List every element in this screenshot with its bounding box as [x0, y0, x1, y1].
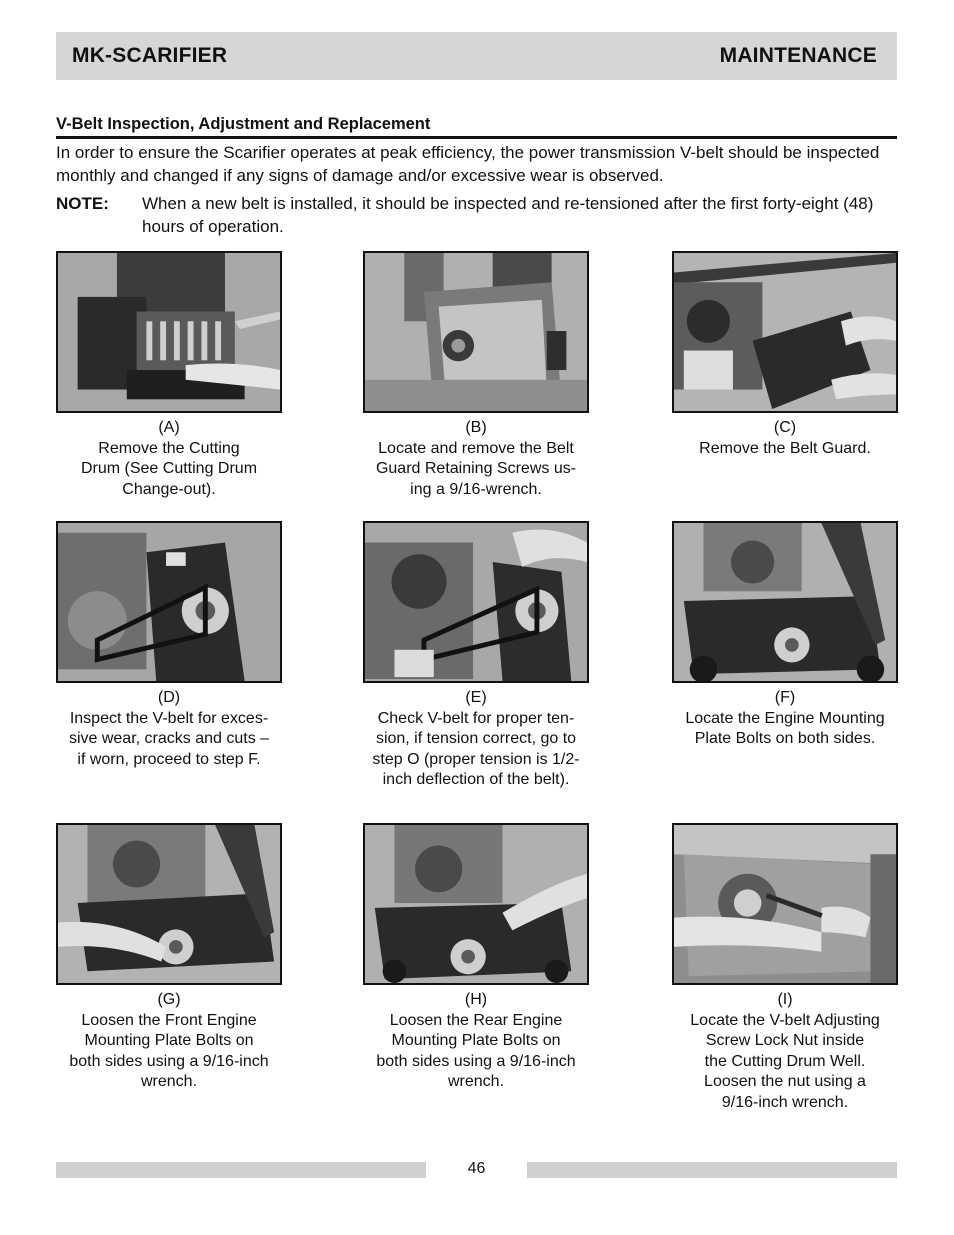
step-e: [363, 521, 589, 791]
step-caption-i: [672, 990, 898, 1113]
caption-line: both sides using a 9/16-inch: [376, 1052, 576, 1070]
step-caption-c: [672, 418, 898, 459]
step-photo-g: [56, 823, 282, 985]
step-letter: (C): [773, 419, 797, 436]
section-title: V-Belt Inspection, Adjustment and Replacement: [56, 115, 897, 139]
step-letter: (F): [774, 689, 796, 706]
page-number: 46: [467, 1160, 486, 1177]
step-photo-f: [672, 521, 898, 683]
caption-line: Guard Retaining Screws us-: [375, 460, 577, 477]
caption-line: Loosen the nut using a: [704, 1073, 866, 1090]
caption-line: both sides using a 9/16-inch: [69, 1052, 269, 1070]
caption-line: Locate the Engine Mounting: [685, 709, 885, 727]
step-photo-h: [363, 823, 589, 985]
step-d: [56, 521, 282, 770]
caption-line: Loosen the Rear Engine: [389, 1011, 563, 1029]
caption-line: Mounting Plate Bolts on: [391, 1032, 561, 1049]
caption-line: if worn, proceed to step F.: [77, 750, 261, 768]
step-letter: (H): [464, 991, 488, 1008]
step-g: [56, 823, 282, 1093]
caption-line: Mounting Plate Bolts on: [84, 1032, 254, 1049]
step-photo-d: [56, 521, 282, 683]
step-letter: (E): [465, 689, 487, 706]
caption-line: Change-out).: [122, 480, 216, 498]
caption-line: wrench.: [140, 1073, 198, 1090]
footer-bar-right: [527, 1162, 897, 1178]
caption-line: ing a 9/16-wrench.: [410, 480, 542, 498]
caption-line: Remove the Cutting: [98, 439, 240, 457]
step-f: [672, 521, 898, 750]
step-caption-a: [56, 418, 282, 500]
step-h: [363, 823, 589, 1093]
intro-paragraph: In order to ensure the Scarifier operates at peak efficiency, the power transmission V-belt should be inspected monthly and changed if any signs of damage and/or excessive wear is observed.: [56, 143, 880, 185]
step-letter: (I): [777, 991, 793, 1008]
step-photo-b: [363, 251, 589, 413]
step-caption-h: [363, 990, 589, 1093]
caption-line: Remove the Belt Guard.: [699, 439, 871, 457]
step-photo-i: [672, 823, 898, 985]
note-text: When a new belt is installed, it should be inspected and re-tensioned after the first forty-eight (48) hours of operation.: [142, 194, 874, 236]
caption-line: 9/16-inch wrench.: [721, 1093, 849, 1111]
caption-line: step O (proper tension is 1/2-: [372, 750, 580, 768]
step-caption-d: [56, 688, 282, 770]
note-label: NOTE:: [56, 194, 109, 213]
caption-line: wrench.: [447, 1073, 505, 1090]
caption-line: Locate the V-belt Adjusting: [690, 1011, 880, 1029]
step-photo-e: [363, 521, 589, 683]
caption-line: sive wear, cracks and cuts –: [68, 730, 270, 747]
step-c: [672, 251, 898, 459]
step-caption-f: [672, 688, 898, 750]
step-letter: (G): [157, 991, 181, 1008]
caption-line: the Cutting Drum Well.: [704, 1052, 866, 1070]
step-caption-b: [363, 418, 589, 500]
caption-line: Inspect the V-belt for exces-: [69, 709, 269, 727]
step-photo-c: [672, 251, 898, 413]
page-header: [56, 32, 897, 80]
step-letter: (B): [465, 419, 487, 436]
caption-line: Locate and remove the Belt: [378, 439, 574, 457]
caption-line: sion, if tension correct, go to: [375, 730, 577, 747]
step-photo-a: [56, 251, 282, 413]
caption-line: Check V-belt for proper ten-: [377, 709, 575, 727]
caption-line: inch deflection of the belt).: [382, 771, 570, 788]
step-letter: (D): [157, 689, 181, 706]
step-i: [672, 823, 898, 1113]
step-b: [363, 251, 589, 500]
header-product-title: MK-SCARIFIER: [72, 44, 228, 67]
caption-line: Loosen the Front Engine: [81, 1011, 257, 1029]
step-a: [56, 251, 282, 500]
note-block: [56, 192, 897, 238]
header-section-title: MAINTENANCE: [719, 44, 877, 67]
step-letter: (A): [158, 419, 180, 436]
caption-line: Plate Bolts on both sides.: [694, 730, 876, 747]
caption-line: Drum (See Cutting Drum: [80, 460, 258, 477]
step-caption-g: [56, 990, 282, 1093]
caption-line: Screw Lock Nut inside: [705, 1032, 865, 1049]
footer-bar-left: [56, 1162, 426, 1178]
step-caption-e: [363, 688, 589, 791]
